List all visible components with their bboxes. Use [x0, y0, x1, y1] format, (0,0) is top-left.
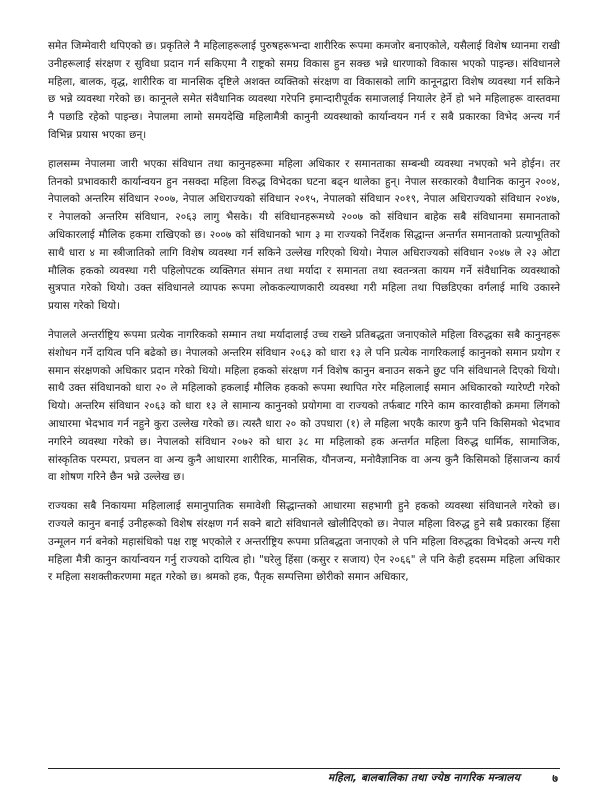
paragraph-3: नेपालले अन्तर्राष्ट्रिय रूपमा प्रत्येक नागरिकको सम्मान तथा मर्यादालाई उच्च राख्ने प्रतिबद्धता जनाएकोले महिला विरुद्धका सबै कानुनहरू संशोधन गर्ने दायित्व पनि बढेको छ। नेपालको अन्तरिम संविधान २०६३ को धारा १३ ले पनि प्रत्येक नागरिकलाई कानुनको समान प्रयोग र समान संरक्षणको अधिकार प्रदान गरेको थियो। महिला हकको संरक्षण गर्न विशेष कानुन बनाउन सकने छुट पनि संविधानले दिएको थियो। साथै उक्त संविधानको धारा २० ले महिलाको हकलाई मौलिक हकको रूपमा स्थापित गरेर महिलालाई समान अधिकारको ग्यारेण्टी गरेको थियो। अन्तरिम संविधान २०६३ को धारा १३ ले सामान्य कानुनको प्रयोगमा वा राज्यको तर्फबाट गरिने काम कारवाहीको क्रममा लिंगको आधारमा भेदभाव गर्न नहुने कुरा उल्लेख गरेको छ। त्यस्तै धारा २० को उपधारा (१) ले महिला भएकै कारण कुनै पनि किसिमको भेदभाव नगरिने व्यवस्था गरेको छ। नेपालको संविधान २०७२ को धारा ३८ मा महिलाको हक अन्तर्गत महिला विरुद्ध धार्मिक, सामाजिक, सांस्कृतिक परम्परा, प्रचलन वा अन्य कुनै आधारमा शारीरिक, मानसिक, यौनजन्य, मनोवैज्ञानिक वा अन्य कुनै किसिमको हिंसाजन्य कार्य वा शोषण गरिने छैन भन्ने उल्लेख छ।: [48, 328, 560, 484]
body-text: [48, 38, 560, 598]
page-footer: [48, 768, 560, 790]
paragraph-2: हालसम्म नेपालमा जारी भएका संविधान तथा कानुनहरूमा महिला अधिकार र समानताका सम्बन्धी व्यवस्था नभएको भने होईन। तर तिनको प्रभावकारी कार्यान्वयन हुन नसक्दा महिला विरुद्ध विभेदका घटना बढ्न थालेका हुन्। नेपाल सरकारको वैधानिक कानुन २००४, नेपालको अन्तरिम संविधान २००७, नेपाल अधिराज्यको संविधान २०१५, नेपालको संविधान २०१९, नेपाल अधिराज्यको संविधान २०४७, र नेपालको अन्तरिम संविधान, २०६३ लागु भैसके। यी संविधानहरूमध्ये २००७ को संविधान बाहेक सबै संविधानमा समानताको अधिकारलाई मौलिक हकमा राखिएको छ। २००७ को संविधानको भाग ३ मा राज्यको निर्देशक सिद्धान्त अन्तर्गत समानताको प्रत्याभूतिको साथै धारा ४ मा स्त्रीजातिको लागि विशेष व्यवस्था गर्न सकिने उल्लेख गरिएको थियो। नेपाल अधिराज्यको संविधान २०४७ ले २३ ओटा मौलिक हकको व्यवस्था गरी पहिलोपटक व्यक्तिगत संमान तथा मर्यादा र समानता तथा स्वतन्त्रता कायम गर्ने संवैधानिक व्यवस्थाको सुत्रपात गरेको थियो। उक्त संविधानले व्यापक रूपमा लोककल्याणकारी व्यवस्था गरी महिला तथा पिछडिएका वर्गलाई माथि उकास्ने प्रयास गरेको थियो।: [48, 157, 560, 313]
footer-ministry-title: महिला, बालबालिका तथा ज्येष्ठ नागरिक मन्त्रालय: [327, 772, 520, 784]
footer-divider: [48, 768, 560, 769]
paragraph-1: समेत जिम्मेवारी थपिएको छ। प्रकृतिले नै महिलाहरूलाई पुरुषहरूभन्दा शारीरिक रूपमा कमजोर बनाएकोले, यसैलाई विशेष ध्यानमा राखी उनीहरूलाई संरक्षण र सुविधा प्रदान गर्न सकिएमा नै राष्ट्रको समग्र विकास हुन सक्छ भन्ने धारणाको विकास भएको पाइन्छ। संविधानले महिला, बालक, वृद्ध, शारीरिक वा मानसिक दृष्टिले अशक्त व्यक्तिको संरक्षण वा विकासको लागि कानूनद्वारा विशेष व्यवस्था गर्न सकिने छ भन्ने व्यवस्था गरेको छ। कानूनले समेत संवैधानिक व्यवस्था गरेपनि इमान्दारीपूर्वक समाजलाई नियालेर हेर्ने हो भने महिलाहरू वास्तवमा नै पछाडि रहेको पाइन्छ। नेपालमा लामो समयदेखि महिलामैत्री कानुनी व्यवस्थाको कार्यान्वयन गर्न र सबै प्रकारका विभेद अन्त्य गर्न विभिन्न प्रयास भएका छन्।: [48, 40, 560, 141]
paragraph-4: राज्यका सबै निकायमा महिलालाई समानुपातिक समावेशी सिद्धान्तको आधारमा सहभागी हुने हकको व्यवस्था संविधानले गरेको छ। राज्यले कानुन बनाई उनीहरूको विशेष संरक्षण गर्न सक्ने बाटो संविधानले खोलीदिएको छ। नेपाल महिला विरुद्ध हुने सबै प्रकारका हिंसा उन्मूलन गर्न बनेको महासंधिको पक्ष राष्ट्र भएकोले र अन्तर्राष्ट्रिय रूपमा प्रतिबद्धता जनाएको ले पनि महिला विरुद्धका विभेदको अन्त्य गरी महिला मैत्री कानुन कार्यान्वयन गर्नु राज्यको दायित्व हो। "घरेलु हिंसा (कसुर र सजाय) ऐन २०६६" ले पनि केही हदसम्म महिला अधिकार र महिला सशक्तीकरणमा मद्दत गरेको छ। श्रमको हक, पैतृक सम्पत्तिमा छोरीको समान अधिकार,: [48, 500, 560, 584]
page-number: ७: [552, 772, 558, 785]
